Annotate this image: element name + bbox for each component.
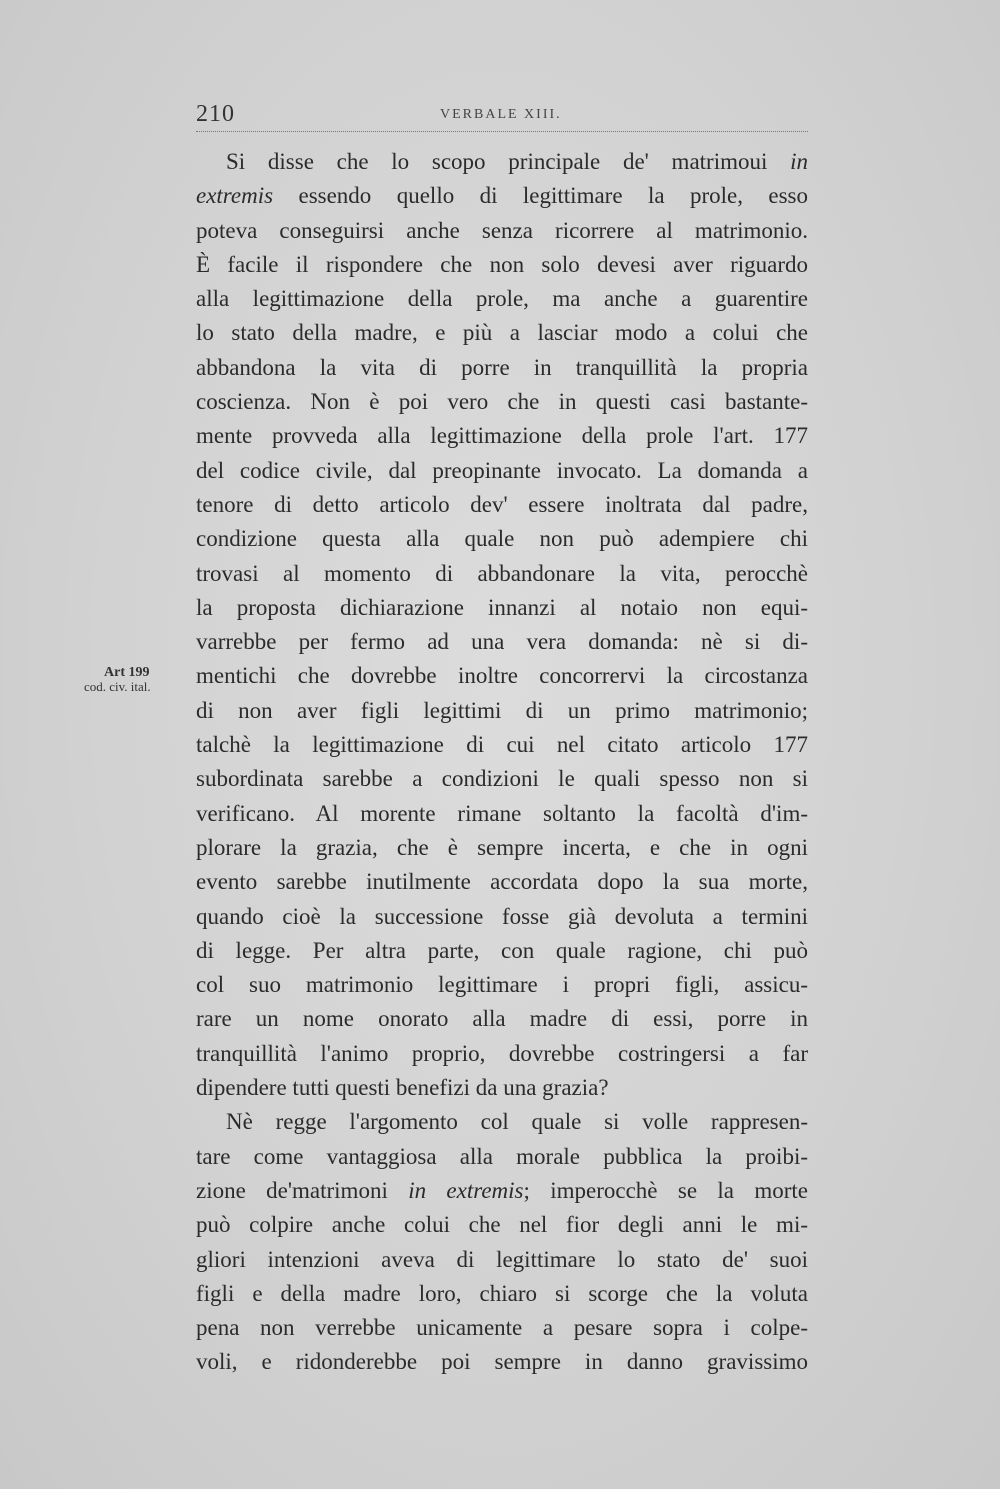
text-line — [196, 282, 808, 316]
text-line — [196, 454, 808, 488]
text-run: Nè regge l'argomento col quale si volle rappresen- — [226, 1109, 808, 1135]
text-line — [196, 1243, 808, 1277]
text-run: È facile il rispondere che non solo devesi aver riguardo — [196, 251, 808, 277]
text-run: essendo quello di legittimare la prole, esso — [273, 183, 808, 209]
margin-note-article: Art 199 — [104, 665, 150, 680]
text-run: talchè la legittimazione di cui nel citato articolo 177 — [196, 732, 808, 758]
text-run: tenore di detto articolo dev' essere inoltrata dal padre, — [196, 491, 808, 517]
page-number: 210 — [196, 101, 235, 127]
text-run: figli e della madre loro, chiaro si scorge che la voluta — [196, 1280, 808, 1306]
text-line — [196, 351, 808, 385]
text-line — [196, 591, 808, 625]
text-line — [196, 1071, 808, 1105]
text-run: poteva conseguirsi anche senza ricorrere al matrimonio. — [196, 217, 808, 243]
text-line — [196, 1208, 808, 1242]
text-line — [196, 1277, 808, 1311]
text-line — [196, 145, 808, 179]
margin-note — [84, 666, 184, 694]
text-line — [196, 1002, 808, 1036]
italic-run: extremis — [196, 183, 274, 209]
text-line — [196, 1105, 808, 1139]
margin-note-code: cod. civ. ital. — [84, 679, 151, 694]
text-run: condizione questa alla quale non può adempiere chi — [196, 526, 808, 552]
italic-run: in — [790, 149, 808, 174]
text-line — [196, 900, 808, 934]
text-line — [196, 557, 808, 591]
text-line — [196, 968, 808, 1002]
text-run: voli, e ridonderebbe poi sempre in danno gravissimo — [196, 1349, 808, 1375]
text-run: plorare la grazia, che è sempre incerta, e che in ogni — [196, 834, 808, 860]
page-header — [196, 101, 808, 129]
text-run: dipendere tutti questi benefizi da una grazia? — [196, 1075, 609, 1101]
text-run: gliori intenzioni aveva di legittimare lo stato de' suoi — [196, 1246, 808, 1272]
text-line — [196, 385, 808, 419]
body-text — [196, 145, 808, 1380]
text-run: tranquillità l'animo proprio, dovrebbe costringersi a far — [196, 1040, 808, 1066]
text-run: evento sarebbe inutilmente accordata dopo la sua morte, — [196, 869, 808, 895]
text-line — [196, 865, 808, 899]
text-line — [196, 488, 808, 522]
text-run: varrebbe per fermo ad una vera domanda: nè si di- — [196, 629, 808, 655]
text-line — [196, 831, 808, 865]
text-run: lo stato della madre, e più a lasciar modo a colui che — [196, 320, 808, 346]
text-line — [196, 1140, 808, 1174]
text-line — [196, 659, 808, 693]
text-run: coscienza. Non è poi vero che in questi casi bastante- — [196, 389, 808, 415]
text-line — [196, 934, 808, 968]
text-line — [196, 1345, 808, 1379]
text-line — [196, 214, 808, 248]
text-run: di legge. Per altra parte, con quale ragione, chi può — [196, 937, 808, 963]
text-run: verificano. Al morente rimane soltanto la facoltà d'im- — [196, 800, 808, 826]
text-line — [196, 728, 808, 762]
text-run: può colpire anche colui che nel fior degli anni le mi- — [196, 1212, 808, 1238]
text-run: mentichi che dovrebbe inoltre concorrervi la circostanza — [196, 663, 808, 689]
header-rule — [196, 131, 808, 132]
text-line — [196, 179, 808, 213]
text-run: rare un nome onorato alla madre di essi, porre in — [196, 1006, 808, 1032]
text-run: zione de'matrimoni — [196, 1177, 409, 1203]
text-run: mente provveda alla legittimazione della prole l'art. 177 — [196, 423, 808, 449]
italic-run: in extremis — [408, 1177, 524, 1203]
text-run: quando cioè la successione fosse già devoluta a termini — [196, 903, 808, 929]
text-run: subordinata sarebbe a condizioni le quali spesso non si — [196, 766, 808, 792]
running-head: VERBALE XIII. — [440, 107, 562, 122]
text-run: tare come vantaggiosa alla morale pubblica la proibi- — [196, 1143, 808, 1169]
text-line — [196, 1174, 808, 1208]
text-line — [196, 694, 808, 728]
text-line — [196, 797, 808, 831]
text-run: Si disse che lo scopo principale de' matrimoui — [226, 149, 791, 174]
text-run: ; imperocchè se la morte — [523, 1177, 808, 1203]
text-line — [196, 762, 808, 796]
text-run: pena non verrebbe unicamente a pesare sopra i colpe- — [196, 1315, 808, 1341]
text-run: abbandona la vita di porre in tranquillità la propria — [196, 354, 808, 380]
text-run: col suo matrimonio legittimare i propri figli, assicu- — [196, 972, 808, 998]
text-run: del codice civile, dal preopinante invocato. La domanda a — [196, 457, 808, 483]
text-line — [196, 419, 808, 453]
text-line — [196, 316, 808, 350]
text-run: la proposta dichiarazione innanzi al notaio non equi- — [196, 594, 808, 620]
text-line — [196, 1037, 808, 1071]
text-run: alla legittimazione della prole, ma anche a guarentire — [196, 286, 808, 312]
text-run: trovasi al momento di abbandonare la vita, perocchè — [196, 560, 808, 586]
text-line — [196, 248, 808, 282]
text-run: di non aver figli legittimi di un primo matrimonio; — [196, 697, 808, 723]
text-line — [196, 1311, 808, 1345]
text-line — [196, 522, 808, 556]
text-line — [196, 625, 808, 659]
